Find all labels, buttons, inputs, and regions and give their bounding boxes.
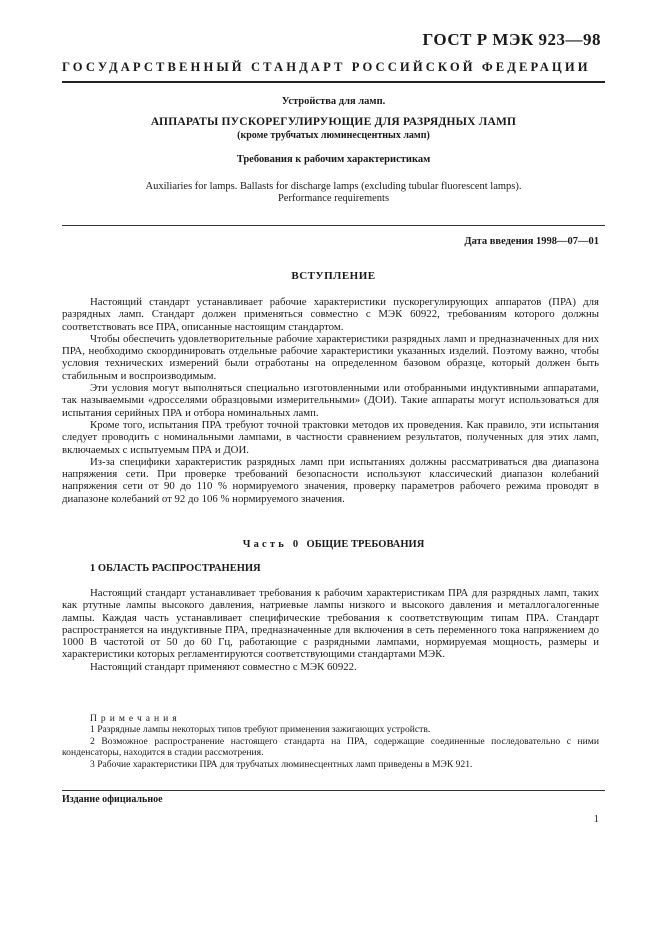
paragraph: Из-за специфики характеристик разрядных ламп при испытаниях должны рассматриваться два диапазона напряжения сети. При проверке требований безопасности используют классический диапазон колебаний напряжения сети от 90 до 110 % нормируемого значения, проверку параметров рабочего режима проводят в диапазоне колебаний от 92 до 106 % нормируемого значения. [62,455,599,505]
footer-divider [62,790,605,791]
main-subtitle: (кроме трубчатых люминесцентных ламп) [237,130,430,141]
part-heading [62,539,605,550]
main-title: АППАРАТЫ ПУСКОРЕГУЛИРУЮЩИЕ ДЛЯ РАЗРЯДНЫХ ЛАМП [150,116,517,128]
paragraph: Настоящий стандарт устанавливает требования к рабочим характеристикам ПРА для разрядных ламп, таких как ртутные лампы высокого давления, натриевые лампы низкого и высокого давления и металлогалогенные лампы. Каждая часть устанавливает специфические требования к соответствующим типам ПРА. Стандарт распространяется на индуктивные ПРА, предназначенные для включения в сеть переменного тока напряжением до 1000 В частотой от 50 до 60 Гц, работающие с разрядными лампами, нормируемая мощность, размеры и характеристики которых регламентируются соответствующими стандартами МЭК. [62,587,599,661]
paragraph: Чтобы обеспечить удовлетворительные рабочие характеристики разрядных ламп и предназначенных для них ПРА, необходимо скоординировать отдельные рабочие характеристики указанных изделий. Поэтому важно, чтобы условия технических измерений были отработаны на определенном базовом образце, который должен быть стабильным и воспроизводимым. [62,332,599,382]
paragraph: Настоящий стандарт устанавливает рабочие характеристики пускорегулирующих аппаратов (ПРА) для разрядных ламп. Стандарт должен применяться совместно с МЭК 60922, требованиям которого должны соответствовать все ПРА, описанные настоящим стандартом. [62,296,599,333]
document-number: ГОСТ Р МЭК 923—98 [422,30,601,49]
note-item: 2 Возможное распространение настоящего стандарта на ПРА, содержащие соединенные последовательно с ними конденсаторы, находится в стадии рассмотрения. [62,735,599,759]
introduction-date: Дата введения 1998—07—01 [464,236,599,247]
paragraph: Кроме того, испытания ПРА требуют точной трактовки методов их проведения. Как правило, эти испытания следует проводить с номинальными лампами, в частности сравнением результатов, полученных для этих ламп, включаемых с испытуемым ПРА и ДОИ. [62,418,599,456]
note-item: 3 Рабочие характеристики ПРА для трубчатых люминесцентных ламп приведены в МЭК 921. [90,758,473,770]
government-standard-title: ГОСУДАРСТВЕННЫЙ СТАНДАРТ РОССИЙСКОЙ ФЕДЕРАЦИИ [62,60,591,74]
header-divider [62,81,605,83]
page-number: 1 [593,814,599,825]
scope-heading: 1 ОБЛАСТЬ РАСПРОСТРАНЕНИЯ [90,563,261,574]
english-title-line-1: Auxiliaries for lamps. Ballasts for discharge lamps (excluding tubular fluorescent lamps). [145,181,522,192]
subject-line: Устройства для ламп. [281,96,386,107]
notes-label: Примечания [90,713,181,724]
introduction-body [62,296,599,505]
note-item: 1 Разрядные лампы некоторых типов требуют применения зажигающих устройств. [90,724,431,736]
english-title-line-2: Performance requirements [277,193,390,204]
part-title: ОБЩИЕ ТРЕБОВАНИЯ [306,539,425,550]
paragraph: Эти условия могут выполняться специально изготовленными или отобранными индуктивными аппаратами, так называемыми «дросселями образцовыми измерительными» (ДОИ). Такие аппараты могут использоваться для испытания серийных ПРА и отбора номинальных ламп. [62,382,599,419]
requirements-title: Требования к рабочим характеристикам [236,154,431,165]
notes-block [62,713,599,770]
paragraph: Настоящий стандарт применяют совместно с МЭК 60922. [90,660,357,673]
title-divider [62,225,605,226]
introduction-heading: ВСТУПЛЕНИЕ [291,270,376,282]
official-edition-label: Издание официальное [62,794,163,805]
part-label: Часть 0 [242,539,302,550]
scope-body [62,587,599,673]
english-title [62,181,605,205]
